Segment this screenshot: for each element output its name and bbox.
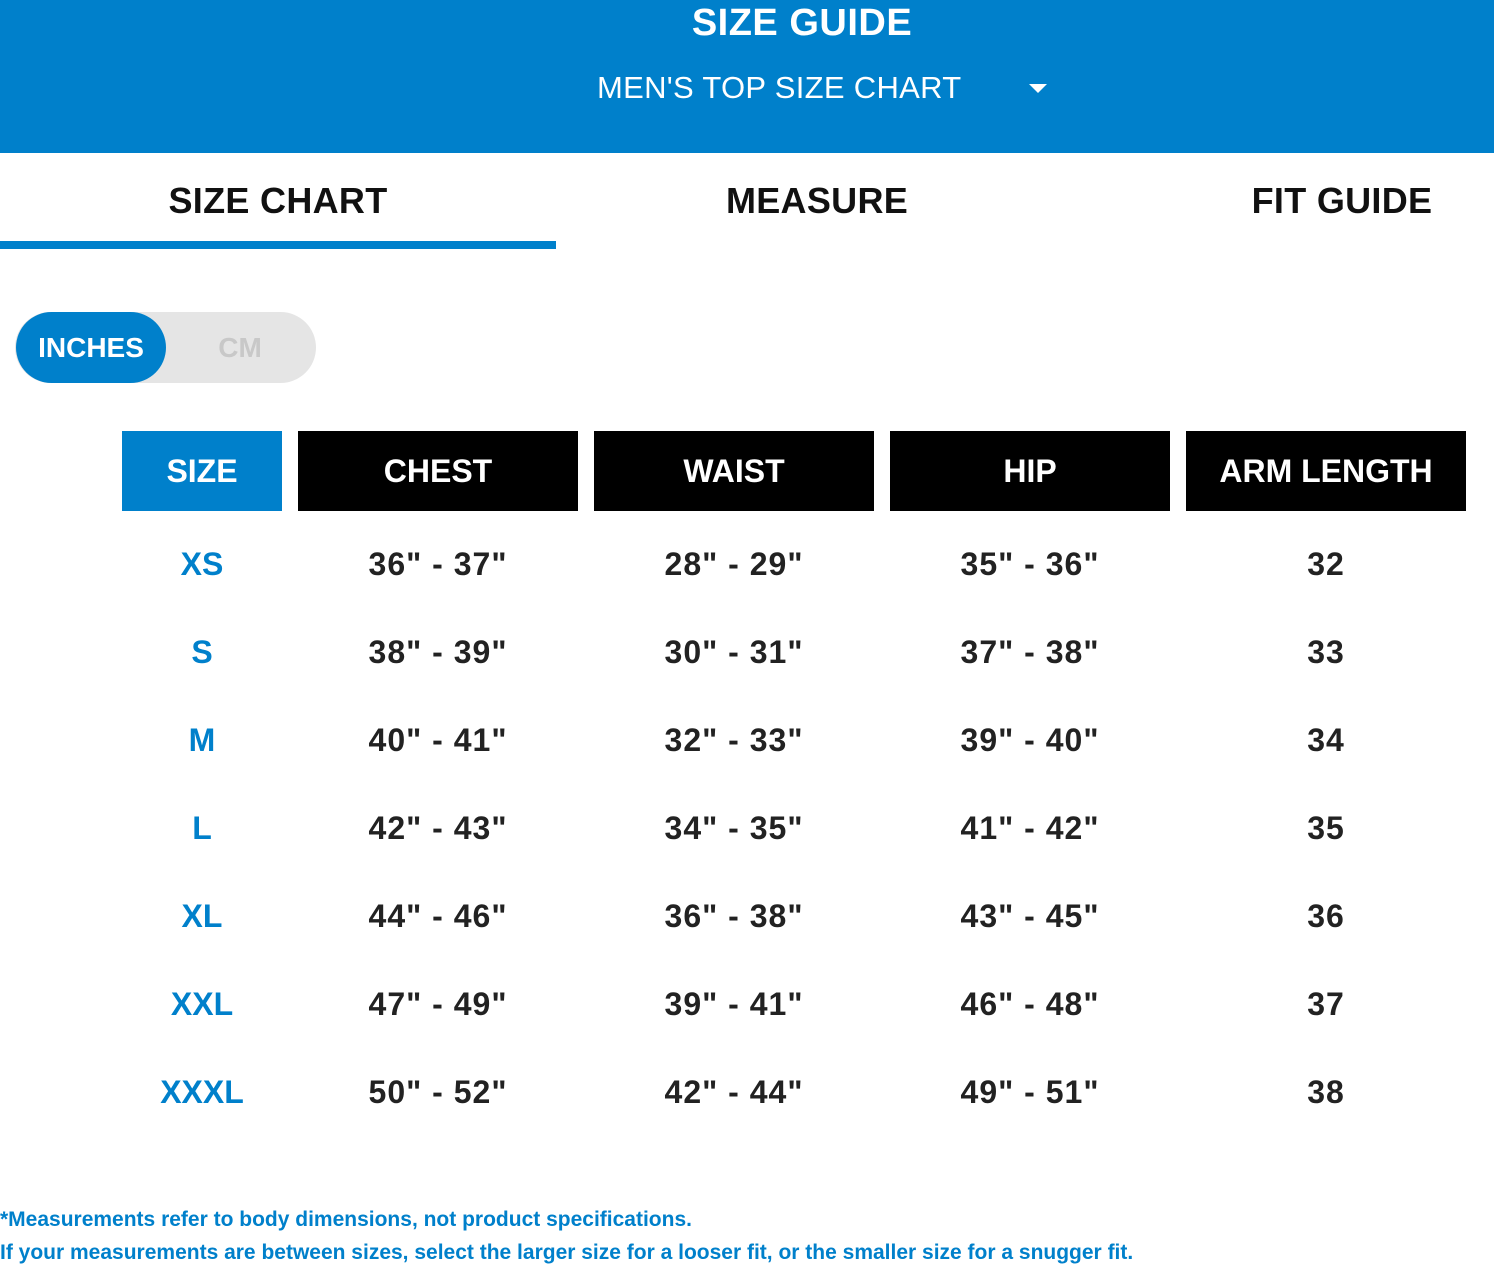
chest-cell: 40" - 41" <box>368 721 508 758</box>
unit-inches-option[interactable]: INCHES <box>16 312 166 383</box>
table-row <box>0 886 1494 946</box>
unit-toggle <box>15 312 316 383</box>
active-tab-indicator <box>0 241 556 249</box>
column-header-size: SIZE <box>122 431 282 511</box>
arm-length-cell: 34 <box>1307 721 1345 758</box>
size-cell: L <box>192 809 212 846</box>
table-row <box>0 798 1494 858</box>
header <box>0 0 1494 153</box>
size-cell: XXXL <box>160 1073 244 1110</box>
column-header-chest: CHEST <box>298 431 578 511</box>
column-header-waist: WAIST <box>594 431 874 511</box>
chest-cell: 42" - 43" <box>368 809 508 846</box>
waist-cell: 28" - 29" <box>664 545 804 582</box>
waist-cell: 39" - 41" <box>664 985 804 1022</box>
waist-cell: 36" - 38" <box>664 897 804 934</box>
hip-cell: 46" - 48" <box>960 985 1100 1022</box>
table-row <box>0 534 1494 594</box>
chest-cell: 38" - 39" <box>368 633 508 670</box>
chest-cell: 50" - 52" <box>368 1073 508 1110</box>
arm-length-cell: 33 <box>1307 633 1345 670</box>
size-cell: XXL <box>170 985 234 1022</box>
arm-length-cell: 38 <box>1307 1073 1345 1110</box>
column-header-hip: HIP <box>890 431 1170 511</box>
tab-fit-guide[interactable]: FIT GUIDE <box>1251 180 1433 221</box>
waist-cell: 32" - 33" <box>664 721 804 758</box>
hip-cell: 41" - 42" <box>960 809 1100 846</box>
chevron-down-icon <box>1029 84 1047 93</box>
hip-cell: 35" - 36" <box>960 545 1100 582</box>
chest-cell: 36" - 37" <box>368 545 508 582</box>
tab-measure[interactable]: MEASURE <box>725 180 909 221</box>
waist-cell: 34" - 35" <box>664 809 804 846</box>
column-header-arm-length: ARM LENGTH <box>1186 431 1466 511</box>
size-cell: M <box>188 721 216 758</box>
unit-cm-option[interactable]: CM <box>218 331 262 363</box>
size-cell: S <box>191 633 213 670</box>
arm-length-cell: 32 <box>1307 545 1345 582</box>
measurement-note: *Measurements refer to body dimensions, not product specifications. <box>0 1208 692 1231</box>
fit-advice-note: If your measurements are between sizes, select the larger size for a looser fit, or the smaller size for a snugger fit. <box>0 1241 1134 1264</box>
arm-length-cell: 37 <box>1307 985 1345 1022</box>
hip-cell: 37" - 38" <box>960 633 1100 670</box>
table-row <box>0 1062 1494 1122</box>
waist-cell: 42" - 44" <box>664 1073 804 1110</box>
size-chart-selector-label: MEN'S TOP SIZE CHART <box>597 70 962 105</box>
tab-size-chart[interactable]: SIZE CHART <box>168 180 388 221</box>
arm-length-cell: 35 <box>1307 809 1345 846</box>
chest-cell: 44" - 46" <box>368 897 508 934</box>
page-title: SIZE GUIDE <box>691 2 913 44</box>
table-row <box>0 622 1494 682</box>
waist-cell: 30" - 31" <box>664 633 804 670</box>
hip-cell: 43" - 45" <box>960 897 1100 934</box>
arm-length-cell: 36 <box>1307 897 1345 934</box>
size-cell: XS <box>180 545 224 582</box>
hip-cell: 39" - 40" <box>960 721 1100 758</box>
tab-bar <box>0 153 1494 249</box>
chest-cell: 47" - 49" <box>368 985 508 1022</box>
size-chart-selector[interactable] <box>597 64 1057 112</box>
size-cell: XL <box>181 897 223 934</box>
table-row <box>0 710 1494 770</box>
hip-cell: 49" - 51" <box>960 1073 1100 1110</box>
table-row <box>0 974 1494 1034</box>
